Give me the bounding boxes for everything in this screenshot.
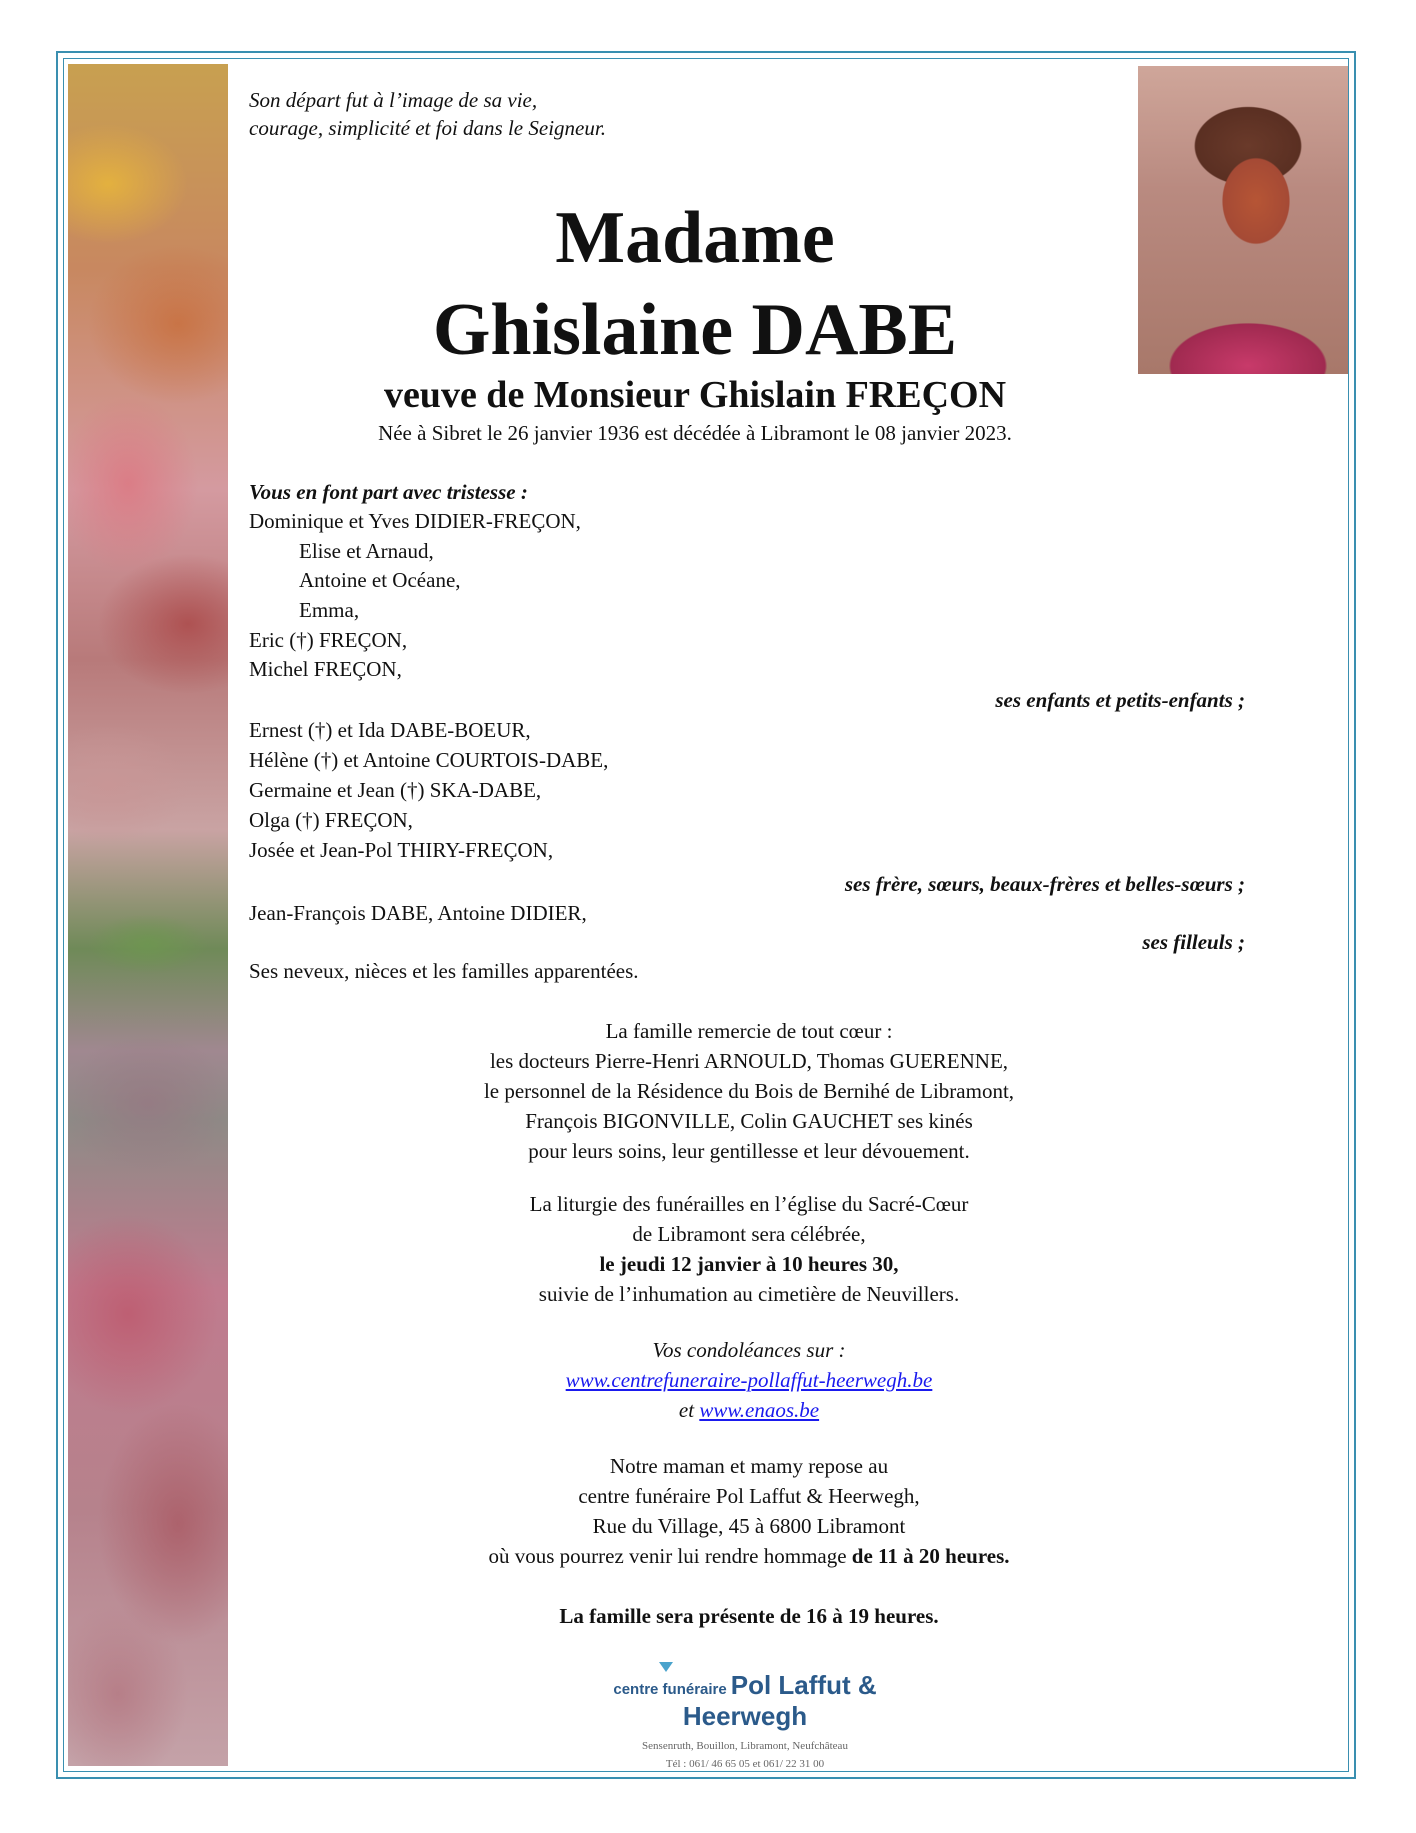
funeral-date: le jeudi 12 janvier à 10 heures 30, — [599, 1252, 899, 1276]
family-intro: Vous en font part avec tristesse : — [249, 480, 528, 504]
family-member: Hélène (†) et Antoine COURTOIS-DABE, — [249, 748, 609, 772]
godchildren-label: ses filleuls ; — [1142, 930, 1245, 954]
funeral-block — [249, 1189, 1249, 1309]
logo-big-text: Pol Laffut & Heerwegh — [682, 1670, 877, 1731]
logo-locations: Sensenruth, Bouillon, Libramont, Neufchâteau — [642, 1740, 848, 1752]
title-madame: Madame — [555, 197, 835, 279]
family-member: Ernest (†) et Ida DABE-BOEUR, — [249, 718, 531, 742]
resting-line: Notre maman et mamy repose au — [609, 1454, 889, 1478]
family-member: Germaine et Jean (†) SKA-DABE, — [249, 778, 542, 802]
godchildren: Jean-François DABE, Antoine DIDIER, — [249, 901, 587, 925]
thanks-line: les docteurs Pierre-Henri ARNOULD, Thomas GUERENNE, — [489, 1049, 1009, 1073]
logo-telephone: Tél : 061/ 46 65 05 et 061/ 22 31 00 — [665, 1758, 825, 1770]
thanks-block — [249, 1016, 1249, 1166]
portrait-photo — [1138, 66, 1348, 374]
deceased-name: Ghislaine DABE — [432, 289, 958, 371]
spouse-line: veuve de Monsieur Ghislain FREÇON — [383, 374, 1007, 416]
resting-block — [249, 1451, 1249, 1631]
siblings-label: ses frère, sœurs, beaux-frères et belles-sœurs ; — [844, 872, 1245, 896]
family-member: Olga (†) FREÇON, — [249, 808, 413, 832]
dates-line: Née à Sibret le 26 janvier 1936 est décédée à Libramont le 08 janvier 2023. — [378, 421, 1012, 445]
resting-hours-text: où vous pourrez venir lui rendre hommage — [488, 1544, 847, 1568]
funeral-line: suivie de l’inhumation au cimetière de Neuvillers. — [538, 1282, 960, 1306]
thanks-line: pour leurs soins, leur gentillesse et leur dévouement. — [528, 1139, 970, 1163]
resting-line — [249, 1541, 1249, 1571]
logo-triangle-icon — [659, 1662, 673, 1672]
logo-small-text: centre funéraire — [613, 1681, 727, 1698]
epigraph-line: Son départ fut à l’image de sa vie, — [249, 88, 538, 112]
family-member: Eric (†) FREÇON, — [249, 628, 408, 652]
family-member: Josée et Jean-Pol THIRY-FREÇON, — [249, 838, 554, 862]
family-member: Dominique et Yves DIDIER-FREÇON, — [249, 509, 581, 533]
floral-side-image — [68, 64, 228, 1766]
resting-hours: de 11 à 20 heures. — [851, 1544, 1010, 1568]
others-line: Ses neveux, nièces et les familles apparentées. — [249, 959, 639, 983]
condolences-and: et — [678, 1398, 695, 1422]
thanks-line: le personnel de la Résidence du Bois de Bernihé de Libramont, — [483, 1079, 1015, 1103]
family-member: Emma, — [299, 598, 360, 622]
funeral-line: La liturgie des funérailles en l’église du Sacré-Cœur — [529, 1192, 969, 1216]
condolences-link-2[interactable]: www.enaos.be — [699, 1398, 820, 1422]
family-presence: La famille sera présente de 16 à 19 heures. — [559, 1604, 939, 1628]
resting-line: centre funéraire Pol Laffut & Heerwegh, — [578, 1484, 920, 1508]
family-member: Antoine et Océane, — [299, 568, 461, 592]
thanks-line: François BIGONVILLE, Colin GAUCHET ses kinés — [525, 1109, 973, 1133]
funeral-line: de Libramont sera célébrée, — [632, 1222, 866, 1246]
family-member: Michel FREÇON, — [249, 657, 402, 681]
condolences-link-1[interactable]: www.centrefuneraire-pollaffut-heerwegh.be — [565, 1368, 933, 1392]
thanks-line: La famille remercie de tout cœur : — [605, 1019, 893, 1043]
epigraph-line: courage, simplicité et foi dans le Seigneur. — [249, 116, 606, 140]
condolences-block — [249, 1335, 1249, 1425]
children-label: ses enfants et petits-enfants ; — [995, 688, 1245, 712]
condolences-label: Vos condoléances sur : — [652, 1338, 846, 1362]
resting-line: Rue du Village, 45 à 6800 Libramont — [592, 1514, 906, 1538]
funeral-home-logo — [555, 1670, 935, 1770]
epigraph — [249, 86, 606, 142]
family-member: Elise et Arnaud, — [299, 539, 434, 563]
